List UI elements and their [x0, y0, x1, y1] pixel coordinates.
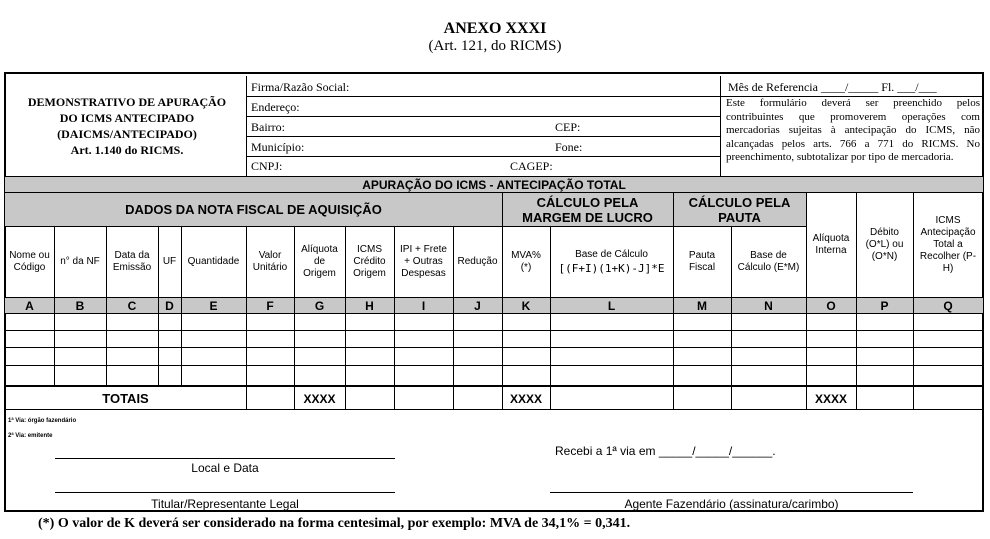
col-header-c: Data da Emissão — [112, 250, 152, 273]
col-header-d: UF — [162, 256, 177, 267]
group-margem-line2: MARGEM DE LUCRO — [522, 209, 653, 225]
endereco-field[interactable]: Endereço: — [251, 100, 300, 114]
instructions-text: Este formulário deverá ser preenchido pelos contribuintes que promoverem operações com mercadorias sujeitas à antecipação do ICMS, não alcançadas pelos arts. 766 a 771 do RICMS. No preenchimento, subtotalizar por tipo de mercadoria. — [726, 97, 980, 163]
page-subtitle: (Art. 121, do RICMS) — [428, 38, 562, 54]
col-letter-f: F — [266, 298, 274, 313]
group-nota-fiscal: DADOS DA NOTA FISCAL DE AQUISIÇÃO — [125, 202, 382, 217]
col-header-e: Quantidade — [187, 256, 240, 267]
via2-note: 2ª Via: emitente — [8, 433, 53, 439]
cep-field[interactable]: CEP: — [555, 120, 581, 134]
titular-label: Titular/Representante Legal — [151, 497, 299, 511]
municipio-field[interactable]: Município: — [251, 140, 305, 154]
col-header-a: Nome ou Código — [9, 250, 50, 273]
col-header-q: ICMS Antecipação Total a Recolher (P-H) — [919, 215, 977, 274]
table-row[interactable] — [5, 331, 983, 347]
col-letter-g: G — [314, 298, 325, 313]
col-letter-a: A — [25, 298, 34, 313]
firma-field[interactable]: Firma/Razão Social: — [251, 80, 350, 94]
bairro-field[interactable]: Bairro: — [251, 120, 285, 134]
footnote: (*) O valor de K deverá ser considerado na forma centesimal, por exemplo: MVA de 34,1% = 0,341. — [38, 516, 631, 531]
section-title: APURAÇÃO DO ICMS - ANTECIPAÇÃO TOTAL — [362, 177, 626, 192]
col-header-l — [550, 227, 673, 297]
totals-g-value: XXXX — [303, 391, 336, 406]
col-letter-l: L — [607, 298, 616, 313]
totals-o-value: XXXX — [814, 391, 847, 406]
group-pauta — [673, 193, 806, 226]
col-letter-p: P — [880, 298, 889, 313]
via1-note: 1ª Via: órgão fazendário — [8, 418, 77, 424]
col-letter-m: M — [697, 298, 707, 313]
col-letter-d: D — [165, 298, 174, 313]
col-header-f: Valor Unitário — [252, 250, 288, 273]
cagep-field[interactable]: CAGEP: — [510, 159, 553, 173]
local-data-label: Local e Data — [191, 461, 259, 475]
form-title-line2: DO ICMS ANTECIPADO — [59, 111, 195, 125]
group-pauta-line1: CÁLCULO PELA — [688, 194, 791, 210]
col-letter-c: C — [127, 298, 137, 313]
fone-field[interactable]: Fone: — [555, 140, 583, 154]
group-pauta-line2: PAUTA — [718, 209, 761, 225]
col-letter-k: K — [521, 298, 531, 313]
page-title: ANEXO XXXI — [443, 20, 547, 37]
col-header-p: Débito (O*L) ou (O*N) — [865, 227, 904, 262]
group-margem-lucro — [502, 193, 673, 226]
col-letter-i: I — [421, 298, 426, 313]
table-row[interactable] — [5, 314, 983, 330]
col-header-j: Redução — [457, 256, 498, 267]
col-letter-n: N — [764, 298, 773, 313]
col-letter-b: B — [75, 298, 85, 313]
group-margem-line1: CÁLCULO PELA — [536, 194, 639, 210]
col-header-b: n° da NF — [60, 256, 100, 267]
col-header-l-label: Base de Cálculo — [575, 249, 648, 260]
col-letter-o: O — [826, 298, 836, 313]
col-header-n: Base de Cálculo (E*M) — [737, 250, 800, 273]
col-header-l-formula: [(F+I)(1+K)-J]*E — [558, 262, 665, 275]
col-letter-j: J — [474, 298, 481, 313]
col-letter-h: H — [365, 298, 374, 313]
form-title-line1: DEMONSTRATIVO DE APURAÇÃO — [27, 95, 227, 109]
totals-label: TOTAIS — [102, 391, 149, 406]
form-title-line3: (DAICMS/ANTECIPADO) — [57, 127, 197, 141]
totals-k-value: XXXX — [509, 391, 542, 406]
recebi-text: Recebi a 1ª via em _____/_____/______. — [555, 444, 776, 458]
agente-label: Agente Fazendário (assinatura/carimbo) — [624, 497, 839, 511]
col-header-i: IPI + Frete + Outras Despesas — [400, 244, 447, 279]
form-title — [8, 94, 246, 158]
col-header-g: Alíquota de Origem — [301, 244, 338, 279]
cnpj-field[interactable]: CNPJ: — [251, 159, 283, 173]
form-title-line4: Art. 1.140 do RICMS. — [70, 143, 184, 157]
col-header-h: ICMS Crédito Origem — [353, 244, 386, 279]
col-letter-e: E — [209, 298, 218, 313]
col-header-k: MVA% (*) — [511, 250, 541, 273]
col-header-m: Pauta Fiscal — [688, 250, 716, 273]
mes-referencia-field[interactable]: Mês de Referencia ____/_____ Fl. ___/___ — [728, 80, 937, 94]
table-row[interactable] — [5, 348, 983, 365]
col-header-o: Alíquota Interna — [812, 233, 850, 256]
table-row[interactable] — [5, 366, 983, 383]
col-letter-q: Q — [943, 298, 953, 313]
